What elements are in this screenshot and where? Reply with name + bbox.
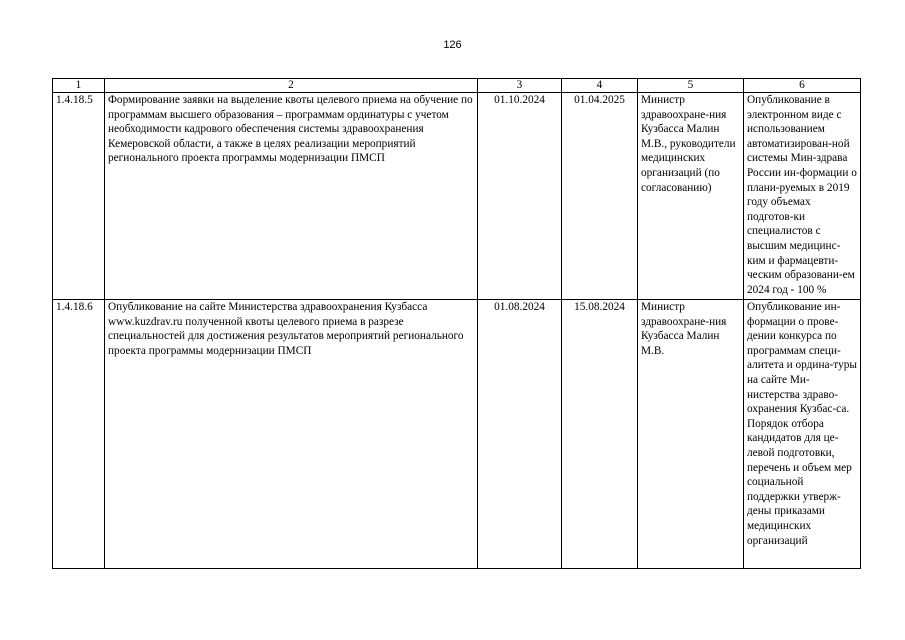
row-responsible: Министр здравоохране-ния Кузбасса Малин М.В. <box>638 300 744 569</box>
column-header: 1 <box>53 79 105 93</box>
column-header: 5 <box>638 79 744 93</box>
table-header-row <box>53 79 861 93</box>
row-result: Опубликование ин-формации о прове-дении конкурса по программам специ-алитета и ордина-туры на сайте Ми-нистерства здраво-охранения Кузбас-са. Порядок отбора кандидатов для це-левой подготовки, перечень и объем мер социальной поддержки утверж-дены приказами медицинских организаций <box>744 300 861 569</box>
row-code: 1.4.18.5 <box>53 93 105 300</box>
row-start-date: 01.08.2024 <box>478 300 562 569</box>
column-header: 2 <box>105 79 478 93</box>
row-description: Формирование заявки на выделение квоты целевого приема на обучение по программам высшего образования – программам ординатуры с учетом необходимости кадрового обеспечения системы здравоохранения Кемеровской области, а также в целях реализации мероприятий регионального проекта программы модернизации ПМСП <box>105 93 478 300</box>
column-header: 3 <box>478 79 562 93</box>
row-responsible: Министр здравоохране-ния Кузбасса Малин М.В., руководители медицинских организаций (по согласованию) <box>638 93 744 300</box>
table-row <box>53 300 861 569</box>
column-header: 4 <box>562 79 638 93</box>
row-result: Опубликование в электронном виде с использованием автоматизирован-ной системы Мин-здрава России ин-формации о плани-руемых в 2019 году объемах подготов-ки специалистов с высшим медицинс-ким и фармацевти-ческим образовани-ем 2024 год - 100 % <box>744 93 861 300</box>
page-number: 126 <box>443 39 462 51</box>
row-code: 1.4.18.6 <box>53 300 105 569</box>
plan-table <box>52 78 861 569</box>
table-row <box>53 93 861 300</box>
row-end-date: 15.08.2024 <box>562 300 638 569</box>
row-start-date: 01.10.2024 <box>478 93 562 300</box>
row-description: Опубликование на сайте Министерства здравоохранения Кузбасса www.kuzdrav.ru полученной квоты целевого приема в разрезе специальностей для достижения результатов мероприятий регионального проекта программы модернизации ПМСП <box>105 300 478 569</box>
column-header: 6 <box>744 79 861 93</box>
row-end-date: 01.04.2025 <box>562 93 638 300</box>
